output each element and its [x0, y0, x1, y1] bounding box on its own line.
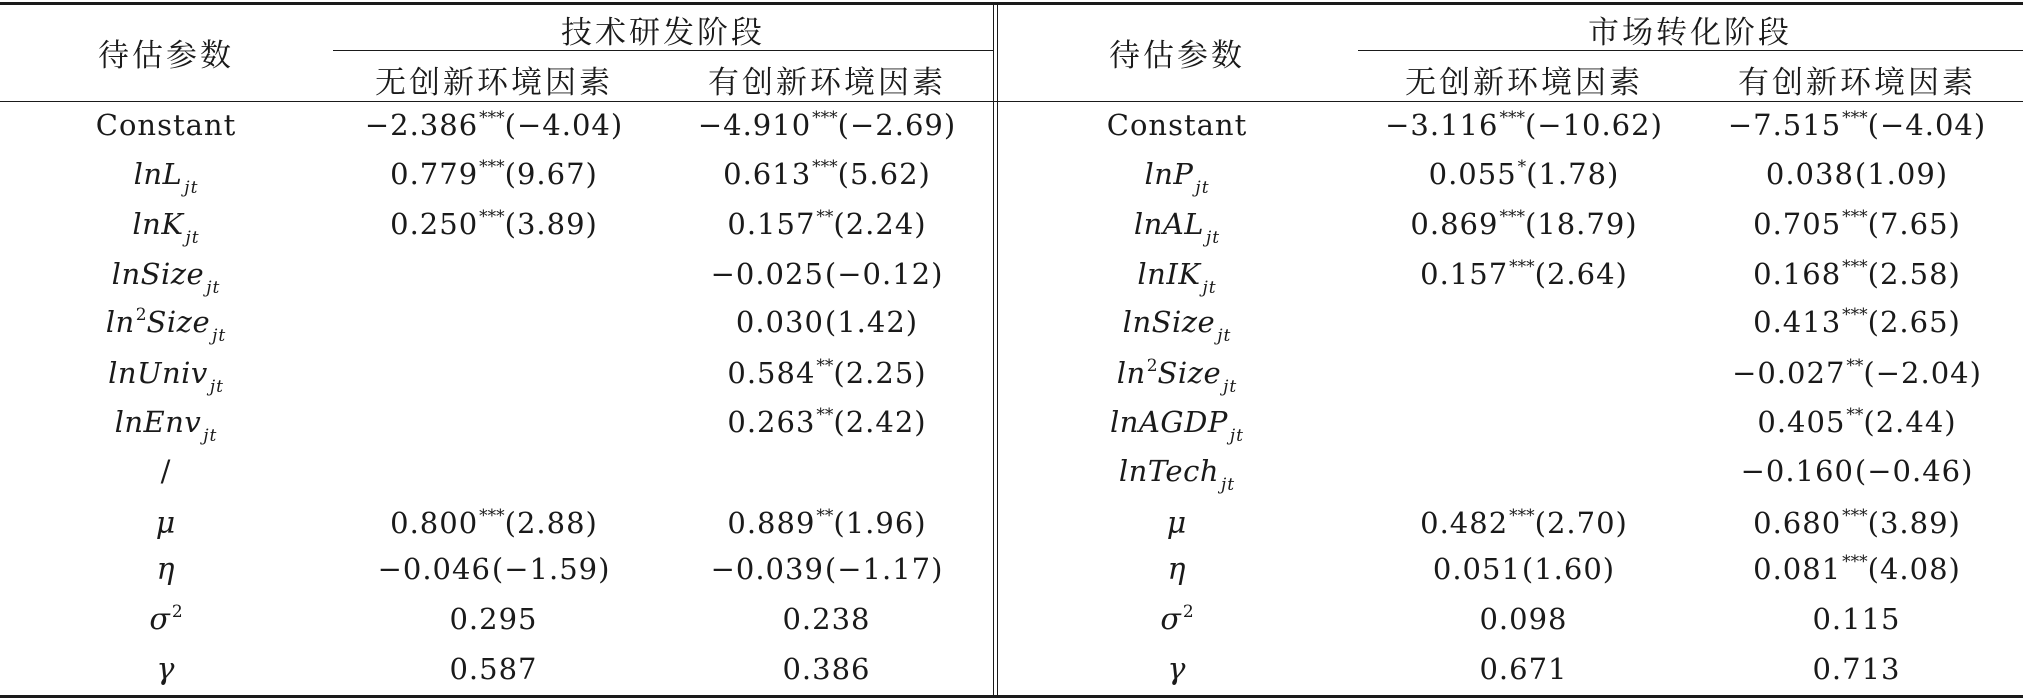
param-name: Constant: [1106, 108, 1248, 142]
coef-value: 0.098: [1479, 602, 1568, 636]
coef-cell-a: [378, 552, 611, 586]
param-cell: [1144, 157, 1209, 198]
coef-value: 0.250: [390, 207, 479, 241]
left-col-b-header: 有创新环境因素: [708, 65, 946, 101]
significance-stars: ***: [479, 108, 505, 128]
param-subscript: jt: [1221, 475, 1236, 495]
param-cell: [157, 652, 176, 687]
coef-value: 0.386: [782, 652, 871, 686]
coef-cell-b: [1812, 652, 1901, 686]
param-cell: [1167, 506, 1188, 541]
param-subscript: jt: [1223, 377, 1238, 397]
t-statistic: (3.89): [1867, 506, 1961, 540]
coef-value: 0.705: [1753, 207, 1842, 241]
coef-cell-b: [1753, 207, 1961, 241]
significance-stars: ***: [812, 108, 838, 128]
significance-stars: **: [816, 356, 834, 376]
significance-stars: ***: [479, 157, 505, 177]
significance-stars: ***: [1842, 108, 1868, 128]
t-statistic: (−4.04): [504, 108, 624, 142]
param-name: σ: [149, 602, 171, 637]
param-name: lnAGDP: [1110, 405, 1228, 439]
significance-stars: **: [1846, 405, 1864, 425]
coef-value: 0.030: [735, 305, 824, 339]
coef-value: 0.584: [727, 356, 816, 390]
param-superscript: 2: [171, 602, 183, 622]
param-name: η: [1167, 552, 1187, 587]
left-stage-header: 技术研发阶段: [561, 15, 765, 51]
significance-stars: ***: [812, 157, 838, 177]
t-statistic: (2.25): [833, 356, 927, 390]
coef-value: 0.238: [782, 602, 871, 636]
top-rule: [0, 2, 2023, 5]
coef-cell-a: [449, 652, 538, 686]
panel-divider-b: [997, 2, 998, 698]
t-statistic: (1.09): [1854, 157, 1949, 191]
header-rule: [0, 101, 2023, 102]
param-name: ln: [1116, 356, 1146, 390]
t-statistic: (18.79): [1524, 207, 1638, 241]
significance-stars: ***: [479, 506, 505, 526]
t-statistic: (1.42): [824, 305, 919, 339]
right-col-a-header: 无创新环境因素: [1405, 65, 1643, 101]
coef-value: 0.051: [1432, 552, 1521, 586]
param-name: γ: [1167, 652, 1187, 687]
param-subscript: jt: [1229, 426, 1244, 446]
coef-value: −0.160: [1740, 454, 1854, 488]
t-statistic: (2.42): [833, 405, 927, 439]
param-subscript: jt: [203, 426, 218, 446]
coef-value: 0.157: [727, 207, 816, 241]
param-cell: [156, 506, 177, 541]
param-name: lnTech: [1118, 454, 1220, 488]
param-name-2: Size: [146, 305, 211, 339]
param-cell: [1168, 552, 1187, 587]
t-statistic: (3.89): [504, 207, 598, 241]
coef-value: 0.800: [390, 506, 479, 540]
coef-value: −0.025: [710, 257, 824, 291]
significance-stars: ***: [1842, 207, 1868, 227]
coef-value: −4.910: [697, 108, 812, 142]
param-cell: [1123, 305, 1232, 346]
significance-stars: ***: [1509, 257, 1535, 277]
coef-value: 0.889: [727, 506, 816, 540]
coef-value: 0.680: [1753, 506, 1842, 540]
param-cell: [1137, 257, 1216, 298]
param-subscript: jt: [212, 326, 227, 346]
param-cell: [161, 454, 172, 488]
coef-cell-b: [736, 305, 918, 339]
coef-value: 0.168: [1753, 257, 1842, 291]
significance-stars: ***: [1842, 257, 1868, 277]
coef-value: 0.671: [1479, 652, 1568, 686]
coef-cell-b: [1728, 108, 1986, 142]
param-name: lnK: [132, 207, 184, 241]
coef-value: 0.413: [1753, 305, 1842, 339]
coef-cell-b: [727, 207, 926, 241]
coef-cell-a: [1433, 552, 1615, 586]
param-name: lnEnv: [114, 405, 202, 439]
coef-value: −2.386: [364, 108, 479, 142]
coef-cell-b: [1812, 602, 1901, 636]
param-cell: [149, 602, 182, 637]
param-cell: [1110, 405, 1244, 446]
param-subscript: jt: [1206, 228, 1221, 248]
t-statistic: (2.70): [1534, 506, 1628, 540]
t-statistic: (−10.62): [1524, 108, 1663, 142]
significance-stars: ***: [1499, 207, 1525, 227]
coef-cell-b: [727, 356, 926, 390]
t-statistic: (7.65): [1867, 207, 1961, 241]
param-subscript: jt: [184, 178, 199, 198]
param-superscript: 2: [135, 305, 147, 325]
t-statistic: (−2.04): [1863, 356, 1982, 390]
right-stage-header: 市场转化阶段: [1588, 15, 1792, 51]
param-cell: [106, 305, 226, 346]
coef-cell-b: [711, 257, 944, 291]
param-subscript: jt: [1217, 326, 1232, 346]
t-statistic: (−0.12): [824, 257, 944, 291]
coef-value: 0.081: [1753, 552, 1842, 586]
panel-divider-a: [993, 2, 994, 698]
coef-cell-b: [1753, 257, 1961, 291]
param-cell: [132, 207, 199, 248]
t-statistic: (9.67): [504, 157, 598, 191]
param-name: lnUniv: [108, 356, 208, 390]
t-statistic: (2.44): [1863, 405, 1957, 439]
t-statistic: (4.08): [1867, 552, 1961, 586]
t-statistic: (−0.46): [1854, 454, 1974, 488]
coef-cell-a: [390, 157, 598, 191]
significance-stars: **: [816, 506, 834, 526]
param-cell: [1107, 108, 1247, 142]
coef-cell-b: [727, 506, 926, 540]
t-statistic: (5.62): [837, 157, 931, 191]
t-statistic: (1.78): [1526, 157, 1620, 191]
coef-cell-a: [1429, 157, 1620, 191]
coef-value: 0.869: [1410, 207, 1499, 241]
coef-cell-b: [782, 602, 871, 636]
significance-stars: **: [1846, 356, 1864, 376]
coef-cell-a: [1420, 506, 1628, 540]
coef-cell-a: [390, 207, 598, 241]
param-name: lnIK: [1137, 257, 1201, 291]
left-col-a-header: 无创新环境因素: [375, 65, 613, 101]
param-name: Constant: [95, 108, 237, 142]
param-subscript: jt: [185, 228, 200, 248]
coef-cell-a: [1410, 207, 1637, 241]
coef-cell-a: [1385, 108, 1663, 142]
coef-cell-a: [449, 602, 538, 636]
param-name-2: Size: [1157, 356, 1222, 390]
coef-cell-b: [1753, 506, 1961, 540]
right-col-b-header: 有创新环境因素: [1738, 65, 1976, 101]
significance-stars: *: [1517, 157, 1527, 177]
param-cell: [157, 552, 176, 587]
param-superscript: 2: [1146, 356, 1158, 376]
param-name: lnL: [133, 157, 183, 191]
coef-cell-a: [365, 108, 623, 142]
coef-cell-b: [723, 157, 931, 191]
significance-stars: **: [816, 405, 834, 425]
t-statistic: (−1.17): [824, 552, 944, 586]
significance-stars: ***: [1509, 506, 1535, 526]
t-statistic: (−4.04): [1867, 108, 1987, 142]
significance-stars: ***: [1499, 108, 1525, 128]
param-cell: [1134, 207, 1220, 248]
coef-cell-a: [1420, 257, 1628, 291]
significance-stars: **: [816, 207, 834, 227]
left-param-header: 待估参数: [98, 38, 234, 74]
t-statistic: (1.60): [1521, 552, 1616, 586]
coef-value: 0.587: [449, 652, 538, 686]
coef-value: 0.295: [449, 602, 538, 636]
coef-value: 0.613: [723, 157, 812, 191]
param-cell: [1160, 602, 1193, 637]
significance-stars: ***: [1842, 552, 1868, 572]
coef-cell-b: [711, 552, 944, 586]
param-subscript: jt: [1202, 278, 1217, 298]
coef-value: 0.482: [1420, 506, 1509, 540]
t-statistic: (2.24): [833, 207, 927, 241]
param-cell: [108, 356, 224, 397]
param-name: lnP: [1144, 157, 1194, 191]
param-name: lnSize: [1122, 305, 1216, 339]
coef-cell-b: [1757, 405, 1956, 439]
param-name: η: [156, 552, 176, 587]
t-statistic: (1.96): [833, 506, 927, 540]
coef-cell-b: [1753, 552, 1961, 586]
coef-value: 0.055: [1428, 157, 1517, 191]
param-cell: [1168, 652, 1187, 687]
coef-cell-a: [1479, 602, 1568, 636]
param-cell: [1117, 356, 1237, 397]
coef-value: 0.779: [390, 157, 479, 191]
coef-value: −0.046: [377, 552, 491, 586]
coef-cell-b: [1753, 305, 1961, 339]
param-subscript: jt: [1195, 178, 1210, 198]
t-statistic: (2.65): [1867, 305, 1961, 339]
coef-cell-b: [727, 405, 926, 439]
significance-stars: ***: [1842, 305, 1868, 325]
bottom-rule: [0, 695, 2023, 698]
param-name: μ: [1166, 506, 1188, 541]
significance-stars: ***: [479, 207, 505, 227]
coef-value: 0.038: [1765, 157, 1854, 191]
t-statistic: (2.64): [1534, 257, 1628, 291]
param-cell: [134, 157, 199, 198]
coef-cell-a: [390, 506, 598, 540]
coef-cell-b: [1741, 454, 1974, 488]
coef-cell-b: [1766, 157, 1948, 191]
coef-value: −0.027: [1732, 356, 1846, 390]
t-statistic: (−2.69): [837, 108, 957, 142]
coef-value: −7.515: [1727, 108, 1842, 142]
param-cell: [96, 108, 236, 142]
t-statistic: (2.88): [504, 506, 598, 540]
param-name: ln: [105, 305, 135, 339]
param-name: lnAL: [1133, 207, 1205, 241]
param-subscript: jt: [209, 377, 224, 397]
right-param-header: 待估参数: [1109, 38, 1245, 74]
coef-value: 0.157: [1420, 257, 1509, 291]
coef-value: 0.115: [1812, 602, 1901, 636]
param-name: γ: [156, 652, 176, 687]
coef-value: −3.116: [1385, 108, 1499, 142]
param-name: /: [160, 454, 172, 488]
coef-value: 0.713: [1812, 652, 1901, 686]
coef-value: 0.405: [1757, 405, 1846, 439]
param-cell: [112, 257, 221, 298]
coef-value: 0.263: [727, 405, 816, 439]
t-statistic: (−1.59): [491, 552, 611, 586]
param-subscript: jt: [206, 278, 221, 298]
coef-cell-b: [1732, 356, 1982, 390]
coef-cell-a: [1479, 652, 1568, 686]
param-name: μ: [155, 506, 177, 541]
param-cell: [115, 405, 218, 446]
significance-stars: ***: [1842, 506, 1868, 526]
t-statistic: (2.58): [1867, 257, 1961, 291]
coef-cell-b: [782, 652, 871, 686]
param-name: lnSize: [111, 257, 205, 291]
param-cell: [1119, 454, 1235, 495]
coef-cell-b: [698, 108, 956, 142]
param-name: σ: [1160, 602, 1182, 637]
coef-value: −0.039: [710, 552, 824, 586]
param-superscript: 2: [1182, 602, 1194, 622]
